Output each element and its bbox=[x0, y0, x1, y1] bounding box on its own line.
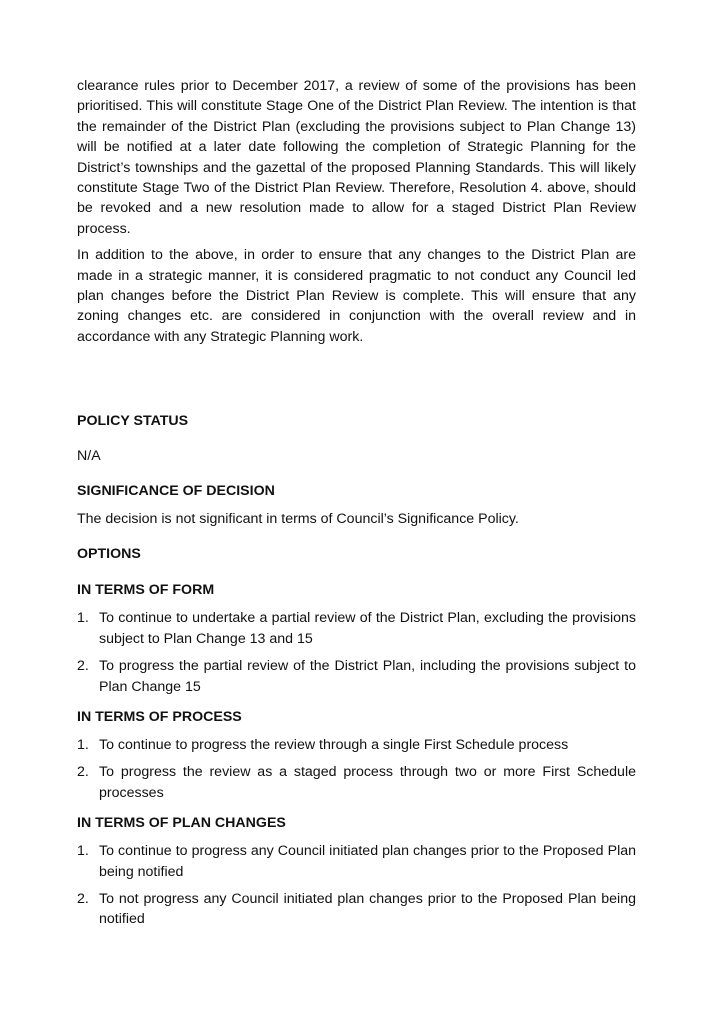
list-item bbox=[77, 608, 636, 649]
policy-status-heading: POLICY STATUS bbox=[77, 413, 189, 430]
list-item bbox=[77, 841, 636, 882]
list-item bbox=[77, 889, 636, 930]
significance-heading: SIGNIFICANCE OF DECISION bbox=[77, 483, 275, 500]
list-item-text: To not progress any Council initiated plan changes prior to the Proposed Plan being notified bbox=[99, 890, 636, 928]
spacer bbox=[77, 353, 636, 411]
list-item bbox=[77, 735, 636, 755]
list-number: 2. bbox=[77, 890, 89, 907]
list-item-text: To continue to progress the review through a single First Schedule process bbox=[99, 736, 569, 753]
list-number: 1. bbox=[77, 610, 89, 627]
list-item bbox=[77, 656, 636, 697]
list-item-text: To continue to progress any Council initiated plan changes prior to the Proposed Plan being notified bbox=[99, 843, 636, 880]
list-number: 2. bbox=[77, 764, 89, 781]
list-number: 1. bbox=[77, 843, 89, 860]
process-options-list bbox=[77, 735, 636, 803]
list-item bbox=[77, 762, 636, 803]
policy-status-text: N/A bbox=[77, 448, 101, 465]
body-paragraph: clearance rules prior to December 2017, a review of some of the provisions has been prioritised. This will constitute Stage One of the District Plan Review. The intention is that the remainder of the District Plan (excluding the provisions subject to Plan Change 13) will be notified at a later date following the completion of Strategic Planning for the District’s townships and the gazettal of the proposed Planning Standards. This will likely constitute Stage Two of the District Plan Review. Therefore, Resolution 4. above, should be revoked and a new resolution made to allow for a staged District Plan Review process. bbox=[77, 78, 636, 237]
significance-text: The decision is not significant in terms of Council’s Significance Policy. bbox=[77, 511, 519, 528]
document-page bbox=[77, 76, 636, 937]
body-paragraph: In addition to the above, in order to ensure that any changes to the District Plan are made in a strategic manner, it is considered pragmatic to not conduct any Council led plan changes before the District Plan Review is complete. This will ensure that any zoning changes etc. are considered in conjunction with the overall review and in accordance with any Strategic Planning work. bbox=[77, 247, 636, 345]
list-item-text: To progress the review as a staged process through two or more First Schedule processes bbox=[99, 764, 636, 801]
process-options-heading: IN TERMS OF PROCESS bbox=[77, 708, 242, 725]
list-number: 1. bbox=[77, 736, 89, 753]
list-item-text: To continue to undertake a partial review of the District Plan, excluding the provisions subject to Plan Change 13 and 15 bbox=[99, 610, 636, 647]
plan-changes-options-heading: IN TERMS OF PLAN CHANGES bbox=[77, 815, 286, 832]
form-options-list bbox=[77, 608, 636, 697]
form-options-heading: IN TERMS OF FORM bbox=[77, 582, 215, 599]
plan-changes-options-list bbox=[77, 841, 636, 930]
options-heading: OPTIONS bbox=[77, 546, 141, 563]
list-item-text: To progress the partial review of the District Plan, including the provisions subject to Plan Change 15 bbox=[99, 658, 636, 695]
list-number: 2. bbox=[77, 658, 89, 675]
